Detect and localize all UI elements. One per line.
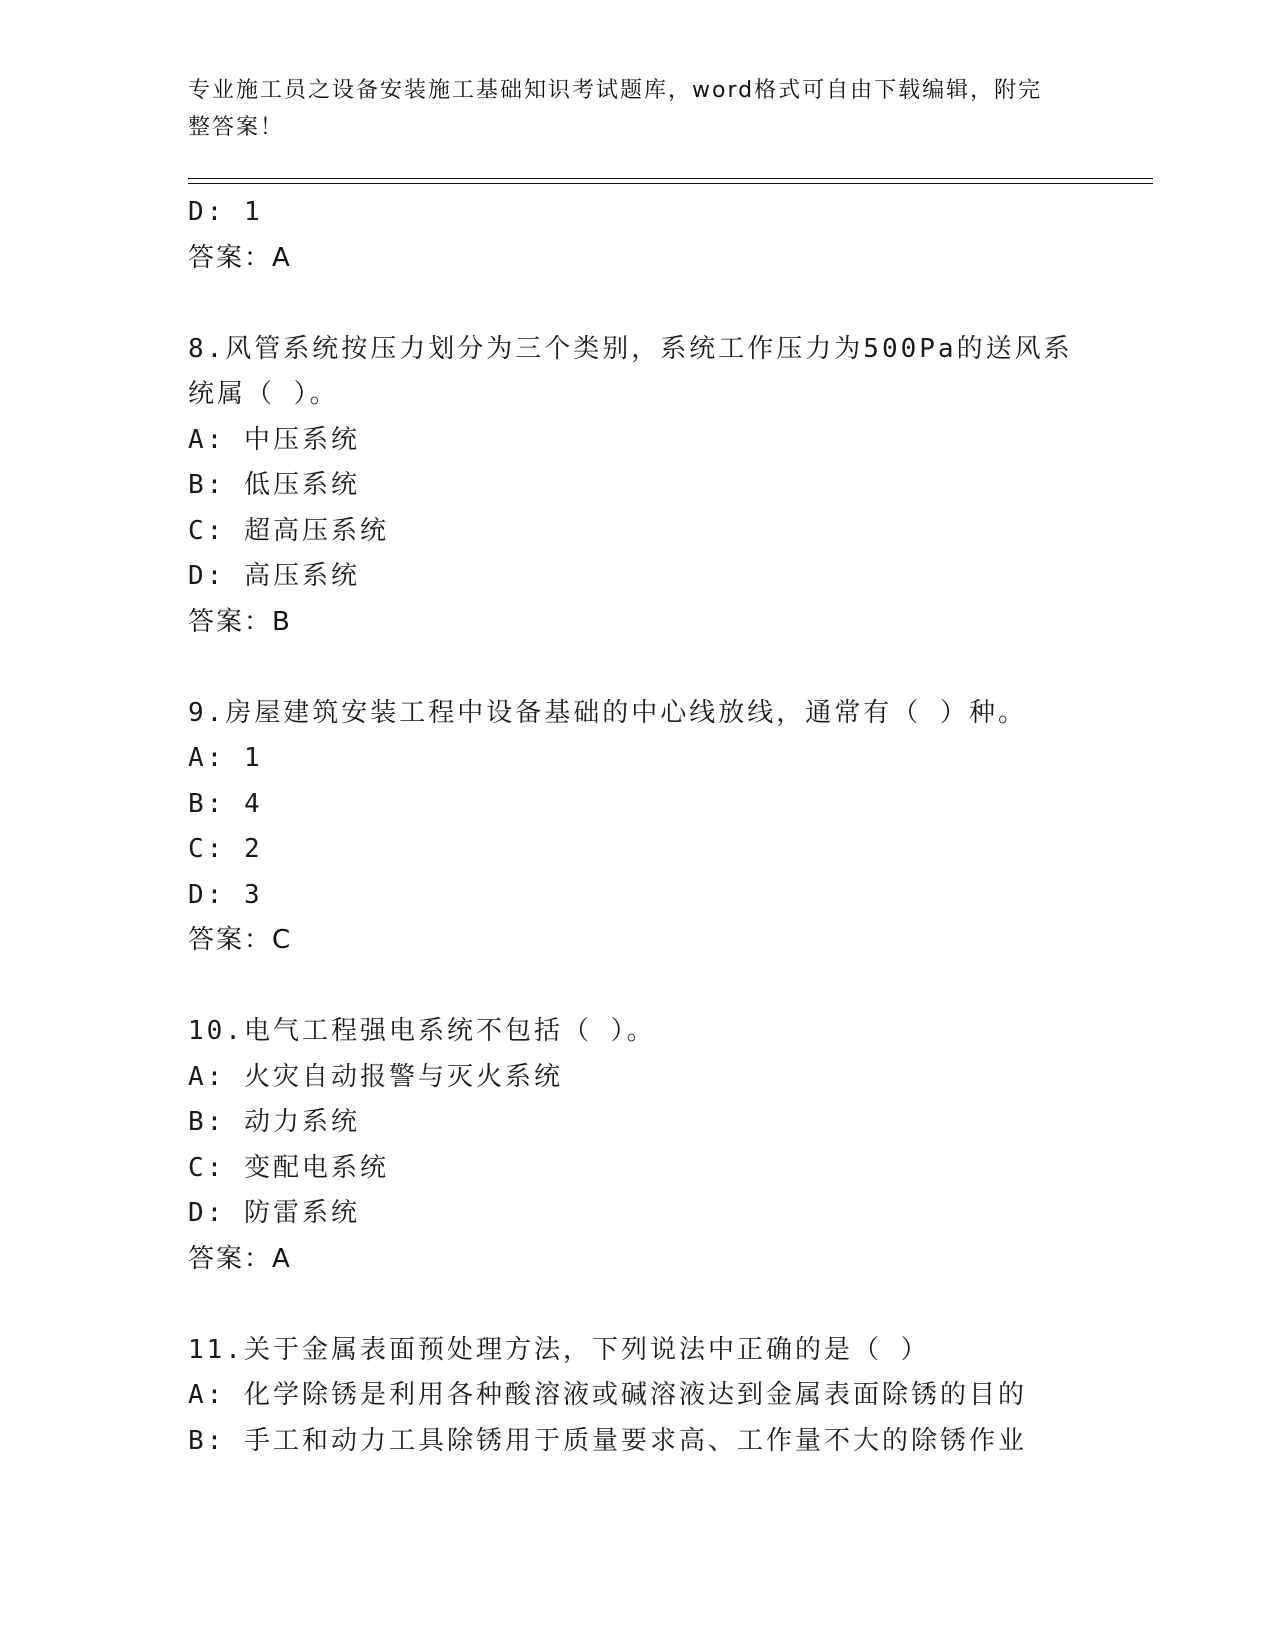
option-line: D: 高压系统: [188, 561, 360, 591]
page-header: [188, 72, 1068, 146]
spacer: [188, 281, 1153, 327]
question-text: 8.风管系统按压力划分为三个类别，系统工作压力为500Pa的送风系: [188, 333, 1073, 364]
option-line: D: 防雷系统: [188, 1198, 360, 1228]
spacer: [188, 1282, 1153, 1328]
option-line: A: 中压系统: [188, 424, 360, 455]
option-line: A: 1: [188, 743, 263, 773]
answer-line: 答案：B: [188, 606, 292, 637]
question-text: 9.房屋建筑安装工程中设备基础的中心线放线，通常有（ ）种。: [188, 697, 1027, 728]
option-line: A: 化学除锈是利用各种酸溶液或碱溶液达到金属表面除锈的目的: [188, 1380, 1027, 1410]
header-line-2: 整答案！: [188, 115, 285, 140]
option-line: D: 1: [188, 197, 263, 227]
header-line-1: 专业施工员之设备安装施工基础知识考试题库，word格式可自由下载编辑，附完: [188, 78, 1043, 103]
option-line: B: 动力系统: [188, 1107, 360, 1137]
header-rule-bottom: [188, 183, 1153, 184]
option-line: C: 2: [188, 834, 263, 864]
answer-line: 答案：A: [188, 1243, 292, 1274]
question-text: 11.关于金属表面预处理方法，下列说法中正确的是（ ）: [188, 1334, 930, 1365]
option-line: C: 变配电系统: [188, 1152, 389, 1183]
question-text: 统属（ ）。: [188, 379, 339, 409]
question-list: [188, 190, 1153, 1464]
spacer: [188, 964, 1153, 1010]
option-line: A: 火灾自动报警与灭火系统: [188, 1061, 563, 1092]
question-text: 10.电气工程强电系统不包括（ ）。: [188, 1016, 656, 1046]
option-line: C: 超高压系统: [188, 515, 389, 546]
option-line: B: 低压系统: [188, 470, 360, 500]
option-line: B: 4: [188, 788, 263, 819]
answer-line: 答案：A: [188, 242, 292, 273]
spacer: [188, 645, 1153, 691]
option-line: D: 3: [188, 879, 263, 910]
option-line: B: 手工和动力工具除锈用于质量要求高、工作量不大的除锈作业: [188, 1425, 1027, 1456]
answer-line: 答案：C: [188, 925, 293, 955]
header-rule-top: [188, 178, 1153, 179]
